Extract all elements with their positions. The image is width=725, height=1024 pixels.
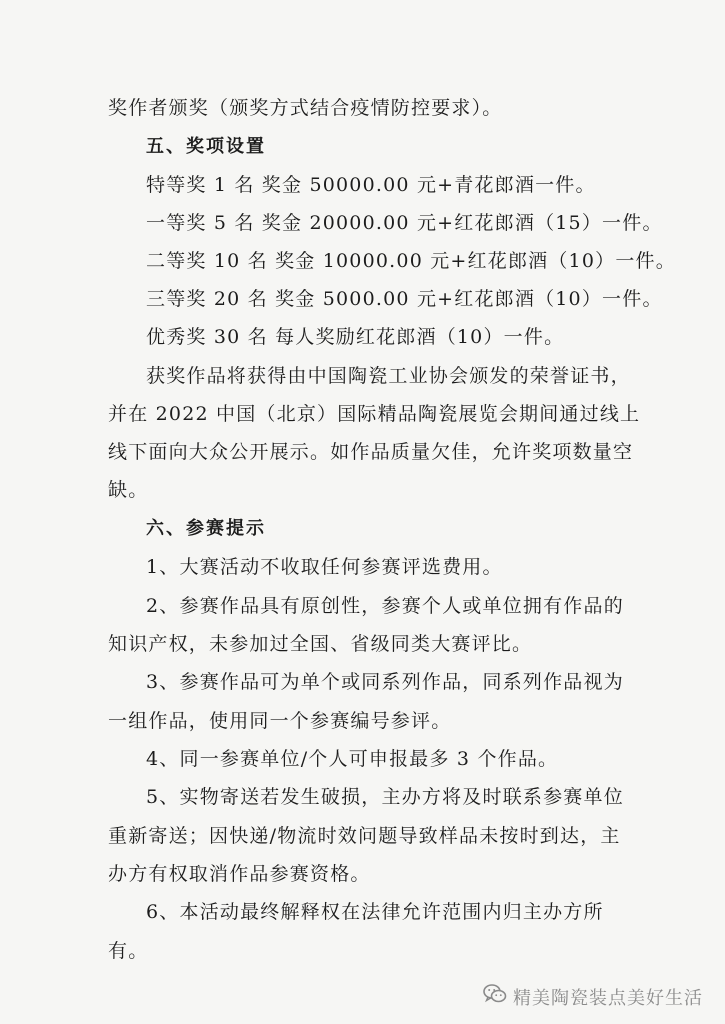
tip-item-5: 5、实物寄送若发生破损，主办方将及时联系参赛单位 (146, 786, 624, 808)
award-line-second: 二等奖 10 名 奖金 10000.00 元+红花郎酒（10）一件。 (146, 250, 676, 272)
tip-item-1: 1、大赛活动不收取任何参赛评选费用。 (146, 556, 503, 578)
tip-item-4: 4、同一参赛单位/个人可申报最多 3 个作品。 (146, 748, 559, 770)
tip-item-6: 6、本活动最终解释权在法律允许范围内归主办方所 (146, 901, 604, 923)
paragraph-line: 办方有权取消作品参赛资格。 (108, 863, 371, 885)
watermark-text: 精美陶瓷装点美好生活 (513, 987, 703, 1009)
paragraph-line: 线下面向大众公开展示。如作品质量欠佳，允许奖项数量空 (108, 441, 634, 463)
award-line-first: 一等奖 5 名 奖金 20000.00 元+红花郎酒（15）一件。 (146, 212, 663, 234)
award-line-special: 特等奖 1 名 奖金 50000.00 元+青花郎酒一件。 (146, 174, 596, 196)
award-line-excellent: 优秀奖 30 名 每人奖励红花郎酒（10）一件。 (146, 326, 565, 348)
section-heading-tips: 六、参赛提示 (146, 518, 266, 539)
paragraph-line: 有。 (108, 940, 149, 962)
tip-item-3: 3、参赛作品可为单个或同系列作品，同系列作品视为 (146, 671, 624, 693)
award-line-third: 三等奖 20 名 奖金 5000.00 元+红花郎酒（10）一件。 (146, 288, 663, 310)
paragraph-line: 奖作者颁奖（颁奖方式结合疫情防控要求）。 (108, 97, 503, 119)
watermark (483, 983, 703, 1010)
paragraph-line: 获奖作品将获得由中国陶瓷工业协会颁发的荣誉证书， (146, 365, 631, 387)
paragraph-line: 缺。 (108, 479, 149, 501)
paragraph-line: 一组作品，使用同一个参赛编号参评。 (108, 710, 452, 732)
wechat-icon (483, 983, 507, 1010)
section-heading-awards: 五、奖项设置 (146, 136, 266, 157)
paragraph-line: 重新寄送；因快递/物流时效问题导致样品未按时到达，主 (108, 825, 621, 847)
paragraph-line: 并在 2022 中国（北京）国际精品陶瓷展览会期间通过线上 (108, 403, 641, 425)
tip-item-2: 2、参赛作品具有原创性，参赛个人或单位拥有作品的 (146, 595, 624, 617)
paragraph-line: 知识产权，未参加过全国、省级同类大赛评比。 (108, 633, 533, 655)
